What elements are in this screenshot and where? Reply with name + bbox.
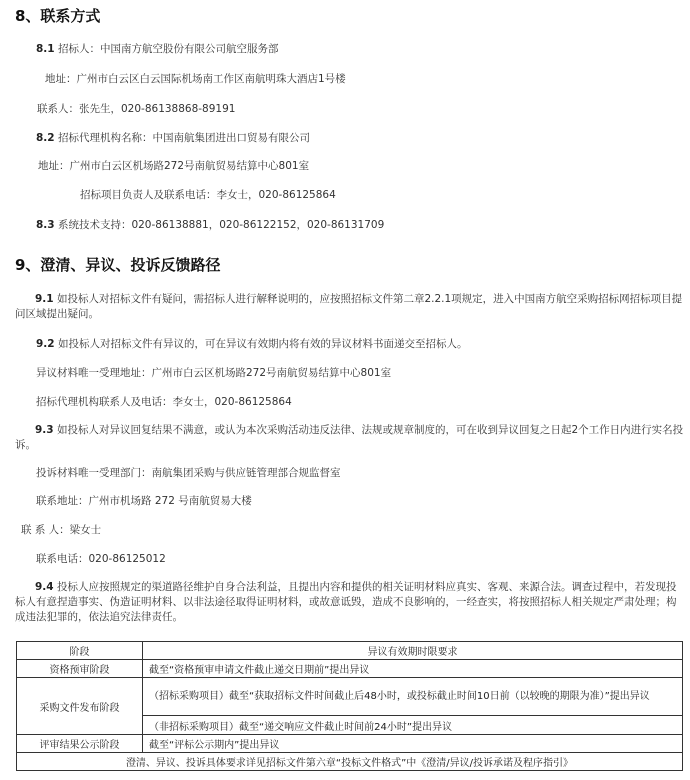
clause-8-3 [36,218,384,233]
clause-9-1 [15,292,685,322]
table-header-row [17,642,683,660]
clause-9-2 [36,337,467,352]
clause-9-1-number: 9.1 [35,293,54,305]
clause-9-4-text: 投标人应按照规定的渠道路径维护自身合法利益，且提出内容和提供的相关证明材料应真实、客观、来源合法。调查过程中，若发现投标人有意捏造事实、伪造证明材料、以非法途径取得证明材料，或故意诋毁，造成不良影响的，一经查实，将按照招标人相关规定严肃处理；构成违法犯罪的，依法追究法律责任。 [15,581,677,623]
clause-9-1-text: 如投标人对招标文件有疑问，需招标人进行解释说明的，应按照招标文件第二章2.2.1项规定，进入中国南方航空采购招标网招标项目提问区域提出疑问。 [15,293,683,320]
table-cell-requirement: （招标采购项目）截至“获取招标文件时间截止后48小时，或投标截止时间10日前（以较晚的期限为准）”提出异议 [143,678,683,716]
table-cell-stage: 资格预审阶段 [17,660,143,678]
clause-9-3-person: 联 系 人：梁女士 [21,524,102,536]
clause-8-2-text: 招标代理机构名称：中国南航集团进出口贸易有限公司 [54,132,310,144]
clause-8-2-contact: 招标项目负责人及联系电话：李女士，020-86125864 [80,189,336,201]
table-cell-requirement: 截至“资格预审申请文件截止递交日期前”提出异议 [143,660,683,678]
table-header-stage: 阶段 [17,642,143,660]
clause-9-3-text: 如投标人对异议回复结果不满意，或认为本次采购活动违反法律、法规或规章制度的，可在收到异议回复之日起2个工作日内进行实名投诉。 [15,424,684,451]
table-row [17,678,683,716]
clause-9-4-number: 9.4 [35,581,54,593]
clause-8-2 [36,131,310,146]
clause-9-2-address: 异议材料唯一受理地址：广州市白云区机场路272号南航贸易结算中心801室 [36,367,392,379]
clause-8-2-number: 8.2 [36,132,55,144]
section-9-title: 9、澄清、异议、投诉反馈路径 [15,256,221,274]
table-cell-stage: 采购文件发布阶段 [17,678,143,735]
clause-9-3-address: 联系地址：广州市机场路 272 号南航贸易大楼 [36,495,252,507]
table-cell-stage: 评审结果公示阶段 [17,735,143,753]
clause-9-2-contact: 招标代理机构联系人及电话：李女士，020-86125864 [36,396,292,408]
table-row [17,735,683,753]
clause-9-3 [15,423,685,453]
clause-9-3-phone: 联系电话：020-86125012 [36,553,166,565]
clause-8-1 [36,42,278,57]
clause-9-3-department: 投诉材料唯一受理部门：南航集团采购与供应链管理部合规监督室 [36,467,341,479]
clause-8-1-number: 8.1 [36,43,55,55]
clause-9-2-text: 如投标人对招标文件有异议的，可在异议有效期内将有效的异议材料书面递交至招标人。 [54,338,468,350]
clause-8-1-address: 地址：广州市白云区白云国际机场南工作区南航明珠大酒店1号楼 [45,73,346,85]
clause-8-3-text: 系统技术支持：020-86138881，020-86122152，020-86131709 [54,219,385,231]
clause-8-3-number: 8.3 [36,219,55,231]
clause-9-2-number: 9.2 [36,338,55,350]
clause-9-3-number: 9.3 [35,424,54,436]
clause-8-1-text: 招标人：中国南方航空股份有限公司航空服务部 [54,43,279,55]
table-footer-row [17,753,683,771]
table-footer-note: 澄清、异议、投诉具体要求详见招标文件第六章“投标文件格式”中《澄清/异议/投诉承诺及程序指引》 [17,753,683,771]
objection-deadline-table [16,641,683,771]
table-row [17,660,683,678]
table-cell-requirement: 截至“评标公示期内”提出异议 [143,735,683,753]
clause-8-1-contact: 联系人：张先生，020-86138868-89191 [37,103,236,115]
section-8-title: 8、联系方式 [15,7,101,25]
table-cell-requirement: （非招标采购项目）截至“递交响应文件截止时间前24小时”提出异议 [143,716,683,735]
table-header-requirement: 异议有效期时限要求 [143,642,683,660]
clause-9-4 [15,580,685,625]
clause-8-2-address: 地址：广州市白云区机场路272号南航贸易结算中心801室 [38,160,310,172]
